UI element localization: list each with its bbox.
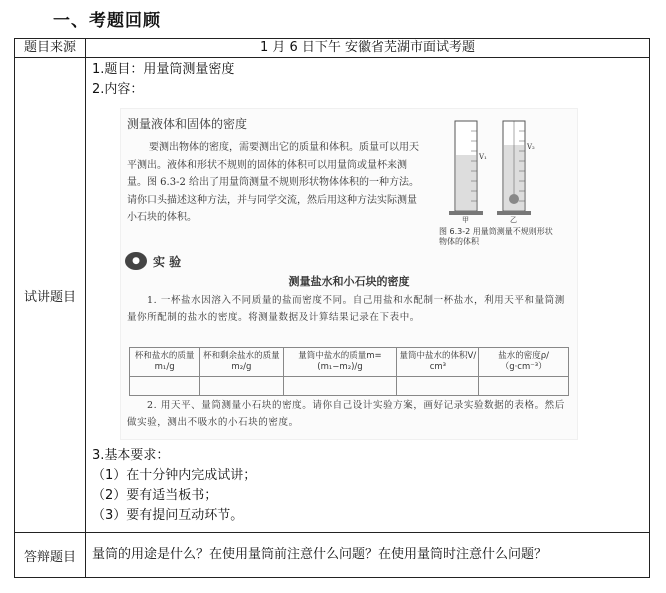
source-value: 1 月 6 日下午 安徽省芜湖市面试考题 xyxy=(86,39,650,58)
textbook-paragraph: 要测出物体的密度，需要测出它的质量和体积。质量可以用天平测出。液体和形状不规则的固体的体积可以用量筒或量杯来测量。图 6.3-2 给出了用量筒测量不规则形状物体体积的一种方法。请你口头描述这种方法，并与同学交流，然后用这种方法实际测量小石块的体积。 xyxy=(127,142,420,223)
experiment-title: 测量盐水和小石块的密度 xyxy=(288,275,410,288)
source-label: 题目来源 xyxy=(15,39,86,58)
question-row xyxy=(15,58,650,533)
content-label: 2.内容： xyxy=(92,82,144,97)
question-label: 试讲题目 xyxy=(15,58,86,533)
textbook-title: 测量液体和固体的密度 xyxy=(127,117,248,131)
cylinders-figure xyxy=(437,111,547,223)
requirement-item: （3）要有提问互动环节。 xyxy=(92,508,244,523)
record-header-cell: 量筒中盐水的质量m=(m₁−m₂)/g xyxy=(283,348,397,377)
exam-table xyxy=(14,38,650,578)
question-cell xyxy=(86,58,650,533)
experiment-paragraph-1: 1. 一杯盐水因溶入不同质量的盐而密度不同。自己用盐和水配制一杯盐水，利用天平和量筒测量你所配制的盐水的密度。将测量数据及计算结果记录在下表中。 xyxy=(127,295,565,323)
defense-label: 答辩题目 xyxy=(15,533,86,578)
defense-question: 量筒的用途是什么？在使用量筒前注意什么问题？在使用量筒时注意什么问题？ xyxy=(92,547,548,562)
record-empty-cell xyxy=(479,377,569,396)
record-header-cell: 杯和剩余盐水的质量m₂/g xyxy=(200,348,283,377)
record-header-cell: 量筒中盐水的体积V/ cm³ xyxy=(397,348,479,377)
cylinder-jia xyxy=(449,121,483,215)
source-row xyxy=(15,39,650,58)
requirements-title: 3.基本要求： xyxy=(92,448,170,463)
cylinder-yi xyxy=(497,121,531,215)
record-header-cell: 盐水的密度ρ/（g·cm⁻³） xyxy=(479,348,569,377)
defense-row xyxy=(15,533,650,578)
cylinder-label-jia: 甲 xyxy=(462,216,469,223)
record-table-empty-row xyxy=(130,377,569,396)
cylinder-label-yi: 乙 xyxy=(510,216,517,223)
volume-label-2: V₂ xyxy=(527,143,535,151)
figure-caption: 图 6.3-2 用量筒测量不规则形状物体的体积 xyxy=(439,227,553,246)
experiment-header xyxy=(125,251,181,271)
record-empty-cell xyxy=(397,377,479,396)
record-empty-cell xyxy=(200,377,283,396)
requirement-item: （1）在十分钟内完成试讲； xyxy=(92,468,257,483)
requirement-item: （2）要有适当板书； xyxy=(92,488,218,503)
defense-cell xyxy=(86,533,650,578)
record-empty-cell xyxy=(283,377,397,396)
record-empty-cell xyxy=(130,377,200,396)
textbook-excerpt xyxy=(120,108,578,440)
record-table xyxy=(129,347,569,396)
section-title: 一、考题回顾 xyxy=(53,11,161,31)
topic-line: 1.题目：用量筒测量密度 xyxy=(92,62,235,77)
experiment-paragraph-2: 2. 用天平、量筒测量小石块的密度。请你自己设计实验方案，画好记录实验数据的表格。然后做实验，测出不吸水的小石块的密度。 xyxy=(127,400,565,428)
volume-label-1: V₁ xyxy=(479,153,487,161)
speech-bubble-icon: ● xyxy=(125,252,147,270)
record-table-header xyxy=(130,348,569,377)
experiment-label: 实 验 xyxy=(153,254,182,269)
record-header-cell: 杯和盐水的质量m₁/g xyxy=(130,348,200,377)
